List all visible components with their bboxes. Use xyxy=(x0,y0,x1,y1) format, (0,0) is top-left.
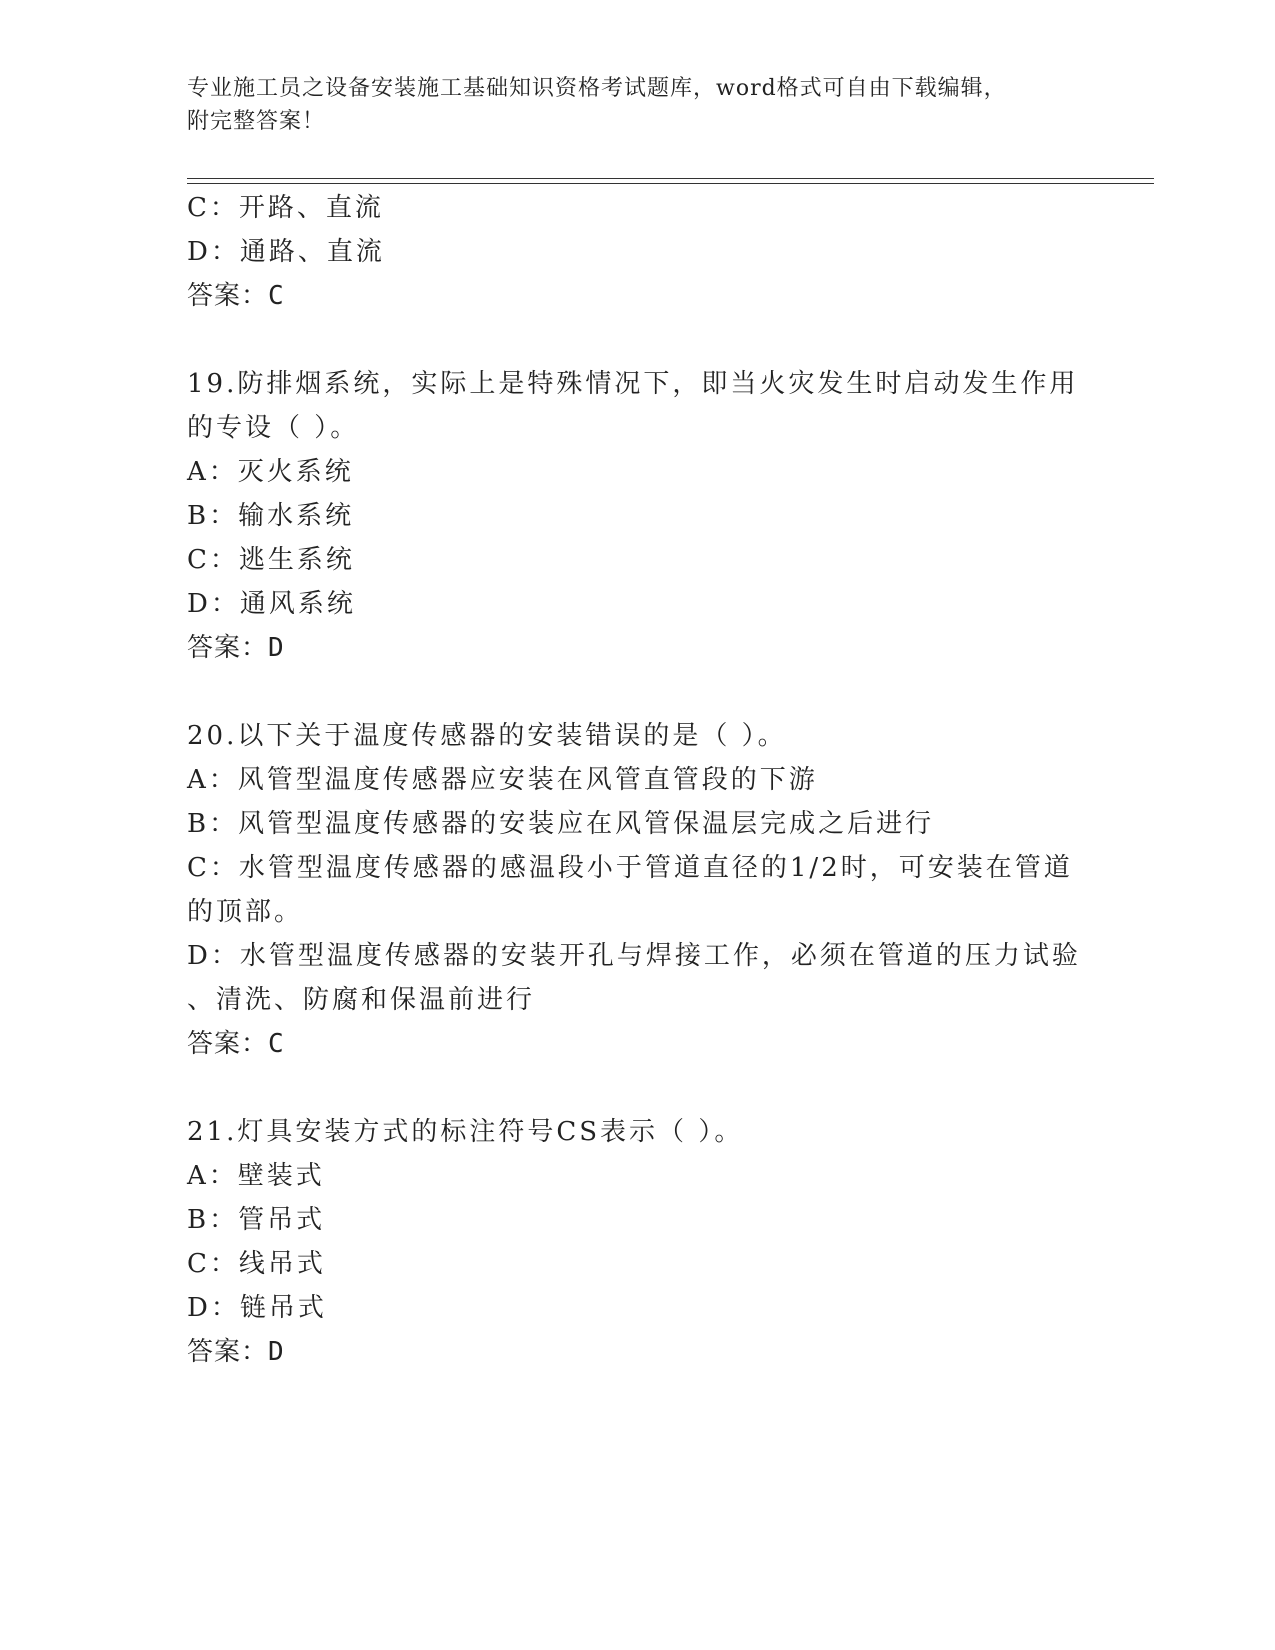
question-20-stem: 20.以下关于温度传感器的安装错误的是（ ）。 xyxy=(187,721,787,751)
question-19-option-c: C：逃生系统 xyxy=(187,545,355,575)
question-20-answer: 答案：C xyxy=(187,1029,285,1059)
header-divider-top xyxy=(187,178,1154,179)
question-19-option-a: A：灭火系统 xyxy=(187,457,354,487)
question-19-option-d: D：通风系统 xyxy=(187,589,356,619)
question-20-option-c-cont: 的顶部。 xyxy=(187,897,304,927)
header-line-2: 附完整答案！ xyxy=(187,109,326,134)
header-line-1: 专业施工员之设备安装施工基础知识资格考试题库，word格式可自由下载编辑， xyxy=(187,76,1007,101)
question-20-option-c: C：水管型温度传感器的感温段小于管道直径的1/2时，可安装在管道 xyxy=(187,853,1073,883)
question-21-option-b: B：管吊式 xyxy=(187,1205,326,1235)
question-19-stem-cont: 的专设（ ）。 xyxy=(187,413,360,443)
question-21-option-a: A：壁装式 xyxy=(187,1161,325,1191)
document-header xyxy=(187,72,1067,138)
question-21-stem: 21.灯具安装方式的标注符号CS表示（ ）。 xyxy=(187,1117,744,1147)
option-c: C：开路、直流 xyxy=(187,193,384,223)
question-20-option-d: D：水管型温度传感器的安装开孔与焊接工作，必须在管道的压力试验 xyxy=(187,941,1081,971)
question-21-option-c: C：线吊式 xyxy=(187,1249,326,1279)
question-19-stem: 19.防排烟系统，实际上是特殊情况下，即当火灾发生时启动发生作用 xyxy=(187,369,1079,399)
header-divider-bottom xyxy=(187,183,1154,184)
question-19-answer: 答案：D xyxy=(187,633,285,663)
option-d: D：通路、直流 xyxy=(187,237,385,267)
question-21-option-d: D：链吊式 xyxy=(187,1293,327,1323)
question-20-option-d-cont: 、清洗、防腐和保温前进行 xyxy=(187,985,536,1015)
question-21-answer: 答案：D xyxy=(187,1337,285,1367)
question-20-option-a: A：风管型温度传感器应安装在风管直管段的下游 xyxy=(187,765,818,795)
question-19-option-b: B：输水系统 xyxy=(187,501,355,531)
answer-line: 答案：C xyxy=(187,281,285,311)
question-20-option-b: B：风管型温度传感器的安装应在风管保温层完成之后进行 xyxy=(187,809,935,839)
